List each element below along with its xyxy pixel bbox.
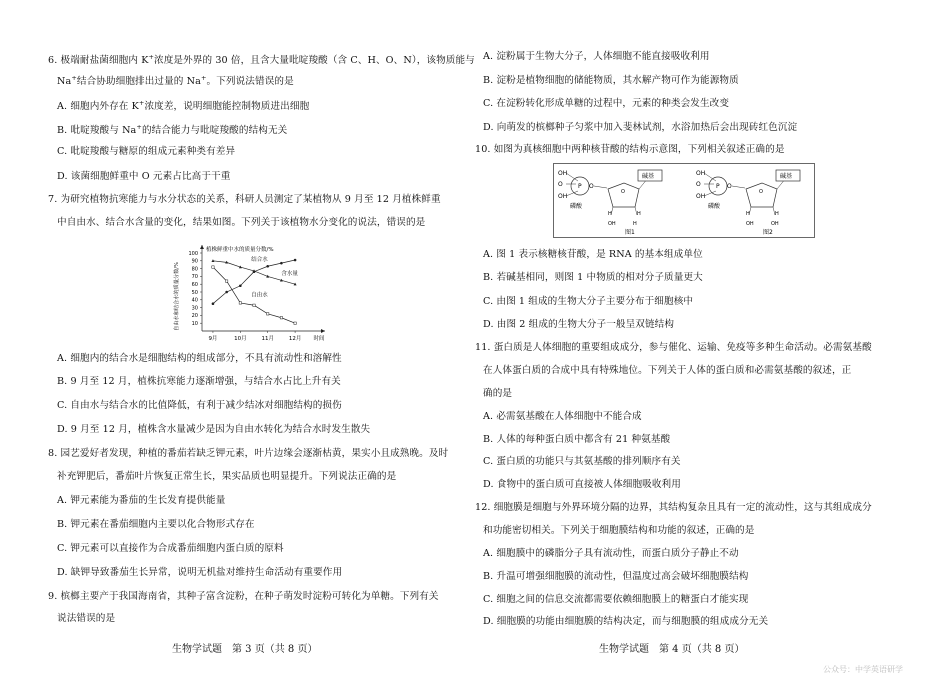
fig1-phosphate-label: 磷酸	[570, 203, 583, 210]
fig2-sugar-ring	[746, 183, 777, 207]
chart-point-2-5	[280, 317, 282, 319]
q8-option-a: A. 钾元素能为番茄的生长发育提供能量	[57, 495, 226, 506]
chart-title: 植株鲜重中水的质量分数/%	[206, 247, 274, 253]
chart-point-0-2	[239, 284, 242, 287]
fig1-p-label: P	[578, 183, 582, 190]
q10-option-b: B. 若碱基相同，则图 1 中物质的相对分子质量更大	[483, 272, 703, 283]
chart-series-label-bound-water: 结合水	[251, 256, 268, 263]
q9-option-d: D. 向萌发的槟榔种子匀浆中加入斐林试剂，水浴加热后会出现砖红色沉淀	[483, 122, 798, 133]
chart-point-0-0	[212, 302, 215, 305]
watermark: 公众号：中学英语研学	[823, 665, 903, 674]
fig2-oh-top: OH	[696, 170, 706, 177]
q12-stem-line1: 12. 细胞膜是细胞与外界环境分隔的边界，其结构复杂且具有一定的流动性，这与其组成成分	[475, 502, 872, 513]
chart-x-tick-label-10: 10月	[234, 336, 247, 342]
chart-x-label: 时间	[313, 336, 325, 342]
chart-y-tick-label-100: 100	[188, 250, 198, 257]
right-page-footer: 生物学试题 第 4 页（共 8 页）	[599, 644, 745, 655]
chart-point-2-2	[239, 302, 241, 304]
q12-option-c: C. 细胞之间的信息交流都需要依赖细胞膜上的糖蛋白才能实现	[483, 594, 749, 605]
q8-option-d: D. 缺钾导致番茄生长异常，说明无机盐对维持生命活动有重要作用	[57, 567, 343, 578]
fig2-phosphate-label: 磷酸	[708, 203, 721, 210]
chart-point-2-6	[294, 322, 296, 324]
fig2-oh-2prime: OH	[771, 221, 779, 227]
chart-y-tick-label-40: 40	[191, 297, 198, 304]
q6-stem-line1: 6. 极端耐盐菌细胞内 K+浓度是外界的 30 倍，且含大量吡啶羧酸（含 C、H、O、N），该物质能与	[48, 53, 475, 66]
q7-stem-line2: 中自由水、结合水含量的变化，结果如图。下列关于该植物水分变化的说法，错误的是	[57, 217, 426, 228]
q8-option-b: B. 钾元素在番茄细胞内主要以化合物形式存在	[57, 519, 255, 530]
fig1-h-left: H	[608, 211, 612, 217]
chart-point-0-1	[225, 291, 228, 294]
chart-x-tick-label-9: 9月	[208, 336, 218, 342]
q7-option-a: A. 细胞内的结合水是细胞结构的组成部分，不具有流动性和溶解性	[57, 353, 342, 364]
chart-y-tick-label-70: 70	[191, 274, 198, 281]
chart-point-0-5	[280, 262, 283, 265]
q11-stem-line1: 11. 蛋白质是人体细胞的重要组成成分，参与催化、运输、免疫等多种生命活动。必需氨基酸	[475, 342, 872, 353]
fig2-o-left: O	[696, 181, 701, 188]
q6-stem-line2: Na+结合协助细胞排出过量的 Na+。下列说法错误的是	[57, 74, 294, 87]
q8-stem-line2: 补充钾肥后，番茄叶片恢复正常生长，果实品质也明显提升。下列说法正确的是	[57, 471, 397, 482]
fig2-caption: 图2	[763, 229, 773, 236]
q12-option-a: A. 细胞膜中的磷脂分子具有流动性，而蛋白质分子静止不动	[483, 548, 739, 559]
q6-option-a: A. 细胞内外存在 K+浓度差，说明细胞能控制物质进出细胞	[57, 99, 310, 112]
fig1-base-label: 碱基	[642, 173, 655, 180]
chart-y-tick-label-10: 10	[191, 321, 198, 327]
chart-y-tick-label-30: 30	[191, 305, 198, 312]
fig2-oh-bottom: OH	[696, 193, 706, 200]
q7-option-d: D. 9 月至 12 月，植株含水量减少是因为自由水转化为结合水时发生散失	[57, 424, 371, 435]
q6-option-c: C. 吡啶羧酸与糖原的组成元素种类有差异	[57, 146, 236, 157]
chart-point-2-3	[253, 304, 255, 306]
q12-option-d: D. 细胞膜的功能由细胞膜的结构决定，而与细胞膜的组成成分无关	[483, 616, 769, 627]
left-page-footer: 生物学试题 第 3 页（共 8 页）	[172, 644, 318, 655]
fig1-oh-top: OH	[558, 170, 568, 177]
q10-option-c: C. 由图 1 组成的生物大分子主要分布于细胞核中	[483, 296, 694, 307]
chart-x-tick-label-11: 11月	[261, 336, 274, 342]
nucleotide-figure-1	[558, 170, 662, 236]
q11-option-c: C. 蛋白质的功能只与其氨基酸的排列顺序有关	[483, 456, 681, 467]
fig1-sugar-ring	[608, 183, 639, 207]
q11-stem-line2: 在人体蛋白质的合成中具有特殊地位。下列关于人体的蛋白质和必需氨基酸的叙述，正	[483, 365, 852, 376]
fig2-h-right: H	[775, 211, 779, 217]
q6-option-b: B. 吡啶羧酸与 Na+的结合能力与吡啶羧酸的结构无关	[57, 123, 288, 136]
fig1-caption: 图1	[625, 229, 635, 236]
q9-stem-line1: 9. 槟榔主要产于我国海南省，其种子富含淀粉，在种子萌发时淀粉可转化为单糖。下列有关	[48, 591, 439, 602]
chart-y-arrow	[200, 245, 204, 249]
fig2-h-left: H	[746, 211, 750, 217]
chart-y-label: 自由水和结合水的质量分数/%	[174, 262, 180, 331]
fig2-base-label: 碱基	[780, 173, 793, 180]
chart-point-2-0	[212, 266, 214, 268]
fig2-ring-o: O	[759, 189, 763, 195]
q7-stem-line1: 7. 为研究植物抗寒能力与水分状态的关系，科研人员测定了某植物从 9 月至 12 月植株鲜重	[48, 194, 441, 205]
chart-point-2-4	[267, 313, 269, 315]
chart-y-tick-label-20: 20	[191, 313, 198, 320]
chart-x-arrow	[321, 329, 325, 333]
nucleotide-figure-2	[696, 170, 800, 236]
q8-option-c: C. 钾元素可以直接作为合成番茄细胞内蛋白质的原料	[57, 543, 284, 554]
fig1-h-right: H	[637, 211, 641, 217]
chart-point-0-4	[266, 265, 269, 268]
q11-stem-line3: 确的是	[483, 388, 513, 399]
q10-option-d: D. 由图 2 组成的生物大分子一般呈双链结构	[483, 319, 675, 330]
q12-stem-line2: 和功能密切相关。下列关于细胞膜结构和功能的叙述，正确的是	[483, 525, 755, 536]
q10-option-a: A. 图 1 表示核糖核苷酸，是 RNA 的基本组成单位	[483, 249, 703, 260]
fig1-oh-bottom: OH	[558, 193, 568, 200]
chart-y-tick-label-80: 80	[191, 266, 198, 273]
fig2-p-label: P	[716, 183, 720, 190]
water-content-chart	[172, 239, 332, 349]
fig1-h-2prime: H	[633, 221, 637, 227]
q11-option-a: A. 必需氨基酸在人体细胞中不能合成	[483, 411, 642, 422]
chart-series-label-water-content: 含水量	[281, 270, 298, 277]
fig1-o-ester: O	[589, 183, 594, 190]
chart-y-tick-label-90: 90	[191, 258, 198, 265]
q9-stem-line2: 说法错误的是	[57, 613, 116, 624]
q9-option-b: B. 淀粉是植物细胞的储能物质，其水解产物可作为能源物质	[483, 75, 739, 86]
chart-y-tick-label-60: 60	[191, 282, 198, 288]
chart-point-0-6	[294, 259, 297, 262]
fig2-o-ester: O	[727, 183, 732, 190]
chart-series-label-free-water: 自由水	[251, 292, 268, 299]
fig1-oh-3prime: OH	[608, 221, 616, 227]
fig1-ring-o: O	[621, 189, 625, 195]
q6-option-d: D. 该菌细胞鲜重中 O 元素占比高于干重	[57, 171, 231, 182]
q9-option-a: A. 淀粉属于生物大分子，人体细胞不能直接吸收利用	[483, 51, 710, 62]
q7-option-c: C. 自由水与结合水的比值降低，有利于减少结冰对细胞结构的损伤	[57, 400, 342, 411]
fig2-oh-3prime: OH	[746, 221, 754, 227]
chart-x-tick-label-12: 12月	[288, 336, 302, 342]
nucleotide-figure	[553, 163, 815, 238]
q7-option-b: B. 9 月至 12 月，植株抗寒能力逐渐增强，与结合水占比上升有关	[57, 376, 341, 387]
fig1-o-left: O	[558, 181, 563, 188]
q10-stem: 10. 如图为真核细胞中两种核苷酸的结构示意图，下列相关叙述正确的是	[475, 144, 785, 155]
q12-option-b: B. 升温可增强细胞膜的流动性，但温度过高会破坏细胞膜结构	[483, 571, 749, 582]
q8-stem-line1: 8. 园艺爱好者发现，种植的番茄若缺乏钾元素，叶片边缘会逐渐枯黄，果实小且成熟晚。及时	[48, 448, 449, 459]
chart-y-tick-label-50: 50	[191, 289, 198, 296]
chart-point-2-1	[225, 280, 227, 282]
q11-option-b: B. 人体的每种蛋白质中都含有 21 种氨基酸	[483, 434, 671, 445]
q9-option-c: C. 在淀粉转化形成单糖的过程中，元素的种类会发生改变	[483, 98, 730, 109]
q11-option-d: D. 食物中的蛋白质可直接被人体细胞吸收利用	[483, 479, 681, 490]
